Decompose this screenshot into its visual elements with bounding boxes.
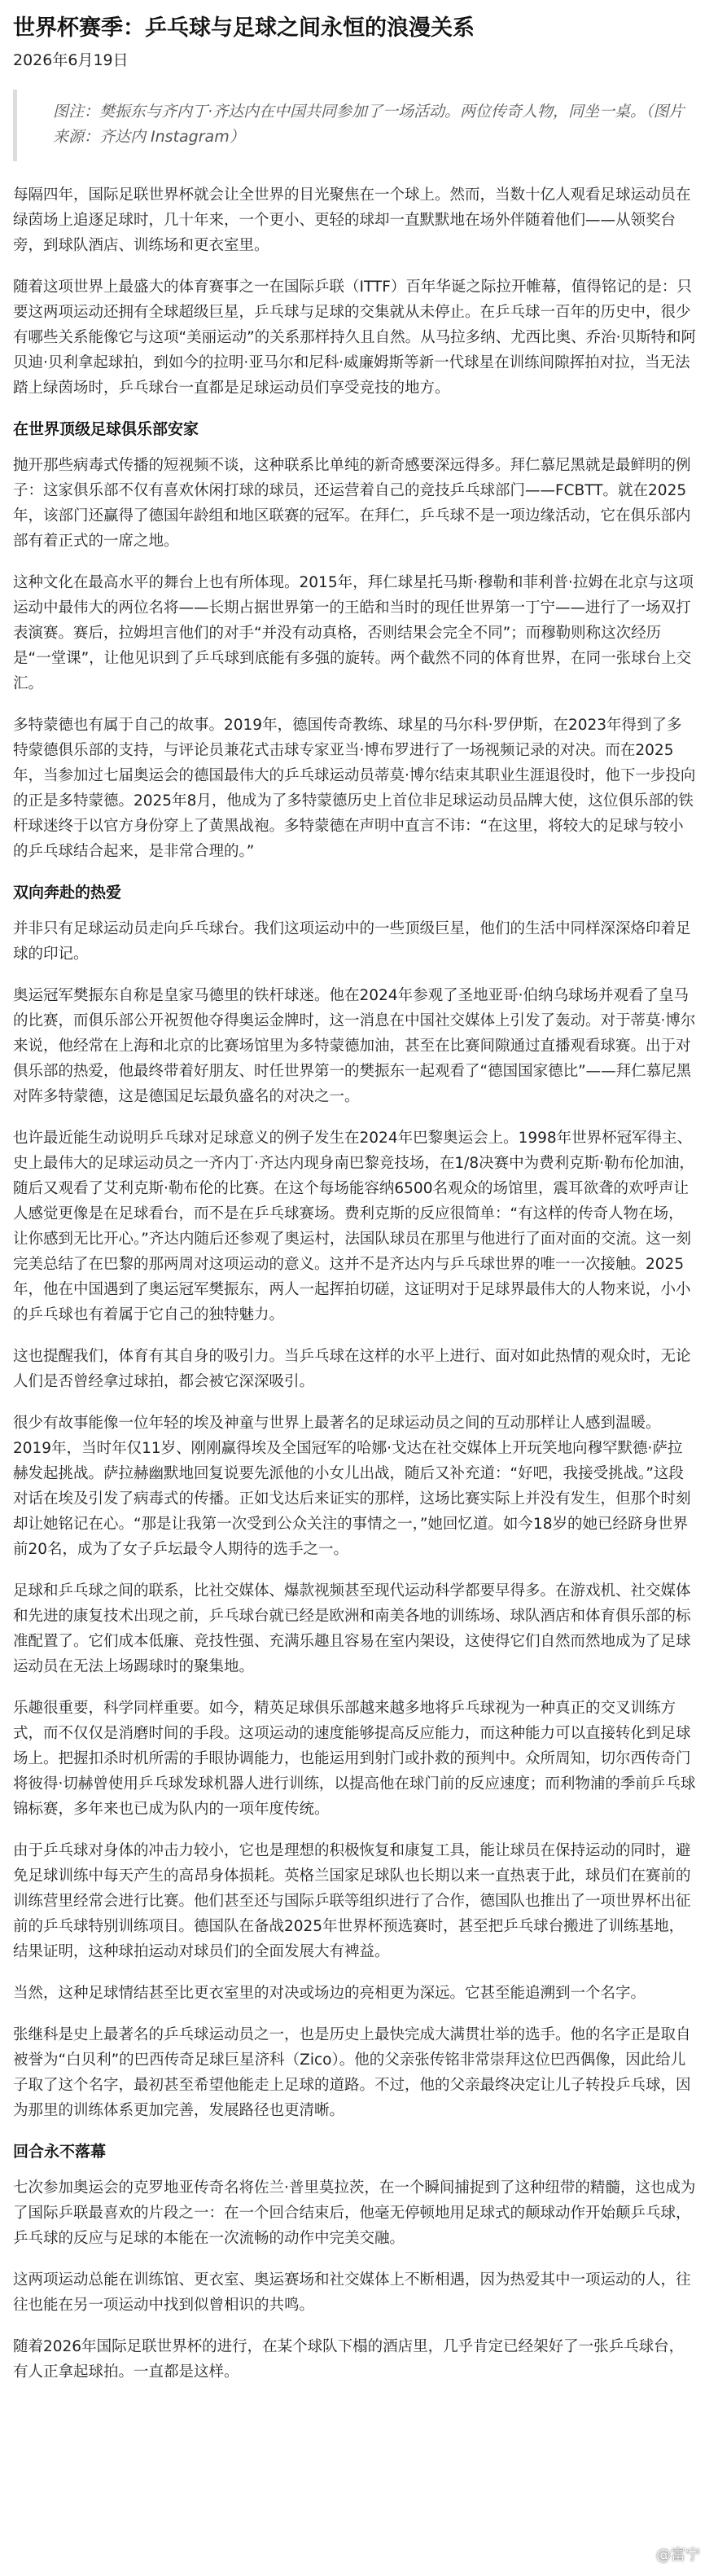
body-paragraph: 张继科是史上最著名的乒乓球运动员之一，也是历史上最快完成大满贯壮举的选手。他的名字正是取自被誉为“白贝利”的巴西传奇足球巨星济科（Zico）。他的父亲张传铭非常崇拜这位巴西偶像，因此给儿子取了这个名字，最初甚至希望他能走上足球的道路。不过，他的父亲最终决定让儿子转投乒乓球，因为那里的训练体系更加完善，发展路径也更清晰。 [13, 2026, 691, 2119]
section-heading: 在世界顶级足球俱乐部安家 [13, 420, 199, 438]
body-paragraph: 抛开那些病毒式传播的短视频不谈，这种联系比单纯的新奇感要深远得多。拜仁慕尼黑就是最鲜明的例子：这家俱乐部不仅有喜欢休闲打球的球员，还运营着自己的竞技乒乓球部门——FCBTT。就在2025年，该部门还赢得了德国年龄组和地区联赛的冠军。在拜仁，乒乓球不是一项边缘活动，它在俱乐部内部有着正式的一席之地。 [13, 457, 691, 550]
section-clubs [13, 417, 697, 864]
body-paragraph: 这两项运动总能在训练馆、更衣室、奥运赛场和社交媒体上不断相遇，因为热爱其中一项运动的人，往往也能在另一项运动中找到似曾相识的共鸣。 [13, 2271, 691, 2314]
body-paragraph: 这种文化在最高水平的舞台上也有所体现。2015年，拜仁球星托马斯·穆勒和菲利普·拉姆在北京与这项运动中最伟大的两位名将——长期占据世界第一的王皓和当时的现任世界第一丁宁——进行了一场双打表演赛。赛后，拉姆坦言他们的对手“并没有动真格，否则结果会完全不同”；而穆勒则称这次经历是“一堂课”，让他见识到了乒乓球到底能有多强的旋转。两个截然不同的体育世界，在同一张球台上交汇。 [13, 574, 694, 692]
body-paragraph: 也许最近能生动说明乒乓球对足球意义的例子发生在2024年巴黎奥运会上。1998年世界杯冠军得主、史上最伟大的足球运动员之一齐内丁·齐达内现身南巴黎竞技场，在1/8决赛中为费利克斯·勒布伦加油，随后又观看了艾利克斯·勒布伦的比赛。在这个每场能容纳6500名观众的场馆里，震耳欲聋的欢呼声让人感觉更像是在足球看台，而不是在乒乓球赛场。费利克斯的反应很简单：“有这样的传奇人物在场，让你感到无比开心。”齐达内随后还参观了奥运村，法国队球员在那里与他进行了面对面的交流。这一刻完美总结了在巴黎的那两周对这项运动的意义。这并不是齐达内与乒乓球世界的唯一一次接触。2025年，他在中国遇到了奥运冠军樊振东，两人一起挥拍切磋，这证明对于足球界最伟大的人物来说，小小的乒乓球也有着属于它自己的独特魅力。 [13, 1130, 695, 1323]
article [13, 0, 697, 2401]
body-paragraph: 当然，这种足球情结甚至比更衣室里的对决或场边的亮相更为深远。它甚至能追溯到一个名字。 [13, 1985, 646, 2002]
body-paragraph: 随着2026年国际足联世界杯的进行，在某个球队下榻的酒店里，几乎肯定已经架好了一张乒乓球台，有人正拿起球拍。一直都是这样。 [13, 2338, 685, 2381]
watermark-text: @富宁 [656, 2547, 700, 2564]
watermark [632, 2543, 700, 2565]
intro-paragraph: 随着这项世界上最盛大的体育赛事之一在国际乒联（ITTF）百年华诞之际拉开帷幕，值得铭记的是：只要这两项运动还拥有全球超级巨星，乒乓球与足球的交集就从未停止。在乒乓球一百年的历史中，很少有哪些关系能像它与这项“美丽运动”的关系那样持久且自然。从马拉多纳、尤西比奥、乔治·贝斯特和阿贝迪·贝利拿起球拍，到如今的拉明·亚马尔和尼科·威廉姆斯等新一代球星在训练间隙挥拍对拉，当无法踏上绿茵场时，乒乓球台一直都是足球运动员们享受竞技的地方。 [13, 279, 697, 397]
section-heading: 双向奔赴的热爱 [13, 884, 122, 902]
section-heading: 回合永不落幕 [13, 2143, 107, 2161]
body-paragraph: 很少有故事能像一位年轻的埃及神童与世界上最著名的足球运动员之间的互动那样让人感到温暖。2019年，当时年仅11岁、刚刚赢得埃及全国冠军的哈娜·戈达在社交媒体上开玩笑地向穆罕默德·萨拉赫发起挑战。萨拉赫幽默地回复说要先派他的小女儿出战，随后又补充道：“好吧，我接受挑战。”这段对话在埃及引发了病毒式的传播。正如戈达后来证实的那样，这场比赛实际上并没有发生，但那个时刻却让她铭记在心。“那是让我第一次受到公众关注的事情之一，”她回忆道。如今18岁的她已经跻身世界前20名，成为了女子乒坛最令人期待的选手之一。 [13, 1415, 691, 1558]
section-mutual-love [13, 880, 697, 2123]
body-paragraph: 并非只有足球运动员走向乒乓球台。我们这项运动中的一些顶级巨星，他们的生活中同样深深烙印着足球的印记。 [13, 920, 691, 963]
body-paragraph: 这也提醒我们，体育有其自身的吸引力。当乒乓球在这样的水平上进行、面对如此热情的观众时，无论人们是否曾经拿过球拍，都会被它深深吸引。 [13, 1348, 691, 1390]
article-date: 2026年6月19日 [13, 51, 129, 69]
body-paragraph: 足球和乒乓球之间的联系，比社交媒体、爆款视频甚至现代运动科学都要早得多。在游戏机、社交媒体和先进的康复技术出现之前，乒乓球台就已经是欧洲和南美各地的训练场、球队酒店和体育俱乐部的标准配置了。它们成本低廉、竞技性强、充满乐趣且容易在室内架设，这使得它们自然而然地成为了足球运动员在无法上场踢球时的聚集地。 [13, 1582, 691, 1675]
article-title: 世界杯赛季：乒乓球与足球之间永恒的浪漫关系 [13, 15, 475, 41]
body-paragraph: 由于乒乓球对身体的冲击力较小，它也是理想的积极恢复和康复工具，能让球员在保持运动的同时，避免足球训练中每天产生的高昂身体损耗。英格兰国家足球队也长期以来一直热衷于此，球员们在赛前的训练营里经常会进行比赛。他们甚至还与国际乒联等组织进行了合作，德国队也推出了一项世界杯出征前的乒乓球特别训练项目。德国队在备战2025年世界杯预选赛时，甚至把乒乓球台搬进了训练基地，结果证明，这种球拍运动对球员们的全面发展大有裨益。 [13, 1842, 691, 1960]
section-rally-never-ends [13, 2139, 697, 2385]
body-paragraph: 七次参加奥运会的克罗地亚传奇名将佐兰·普里莫拉茨，在一个瞬间捕捉到了这种纽带的精髓，这也成为了国际乒联最喜欢的片段之一：在一个回合结束后，他毫无停顿地用足球式的颠球动作开始颠乒乓球，乒乓球的反应与足球的本能在一次流畅的动作中完美交融。 [13, 2179, 696, 2247]
body-paragraph: 乐趣很重要，科学同样重要。如今，精英足球俱乐部越来越多地将乒乓球视为一种真正的交叉训练方式，而不仅仅是消磨时间的手段。这项运动的速度能够提高反应能力，而这种能力可以直接转化到足球场上。把握扣杀时机所需的手眼协调能力，也能运用到射门或扑救的预判中。众所周知，切尔西传奇门将彼得·切赫曾使用乒乓球发球机器人进行训练，以提高他在球门前的反应速度；而利物浦的季前乒乓球锦标赛，多年来也已成为队内的一项年度传统。 [13, 1700, 696, 1818]
body-paragraph: 奥运冠军樊振东自称是皇家马德里的铁杆球迷。他在2024年参观了圣地亚哥·伯纳乌球场并观看了皇马的比赛，而俱乐部公开祝贺他夺得奥运金牌时，这一消息在中国社交媒体上引发了轰动。对于蒂莫·博尔来说，他经常在上海和北京的比赛场馆里为多特蒙德加油，甚至在比赛间隙通过直播观看球赛。出于对俱乐部的热爱，他最终带着好朋友、时任世界第一的樊振东一起观看了“德国国家德比”——拜仁慕尼黑对阵多特蒙德，这是德国足坛最负盛名的对决之一。 [13, 987, 696, 1105]
body-paragraph: 多特蒙德也有属于自己的故事。2019年，德国传奇教练、球星的马尔科·罗伊斯，在2023年得到了多特蒙德俱乐部的支持，与评论员兼花式击球专家亚当·博布罗进行了一场视频记录的对决。而在2025年，当参加过七届奥运会的德国最伟大的乒乓球运动员蒂莫·博尔结束其职业生涯退役时，他下一步投向的正是多特蒙德。2025年8月，他成为了多特蒙德历史上首位非足球运动员品牌大使，这位俱乐部的铁杆球迷终于以官方身份穿上了黄黑战袍。多特蒙德在声明中直言不讳：“在这里，将较大的足球与较小的乒乓球结合起来，是非常合理的。” [13, 717, 696, 860]
weibo-icon [632, 2546, 651, 2562]
photo-caption: 图注：樊振东与齐内丁·齐达内在中国共同参加了一场活动。两位传奇人物，同坐一桌。（图片来源：齐达内 Instagram） [13, 90, 697, 161]
intro-paragraph: 每隔四年，国际足联世界杯就会让全世界的目光聚焦在一个球上。然而，当数十亿人观看足球运动员在绿茵场上追逐足球时，几十年来，一个更小、更轻的球却一直默默地在场外伴随着他们——从领奖台旁，到球队酒店、训练场和更衣室里。 [13, 187, 691, 254]
